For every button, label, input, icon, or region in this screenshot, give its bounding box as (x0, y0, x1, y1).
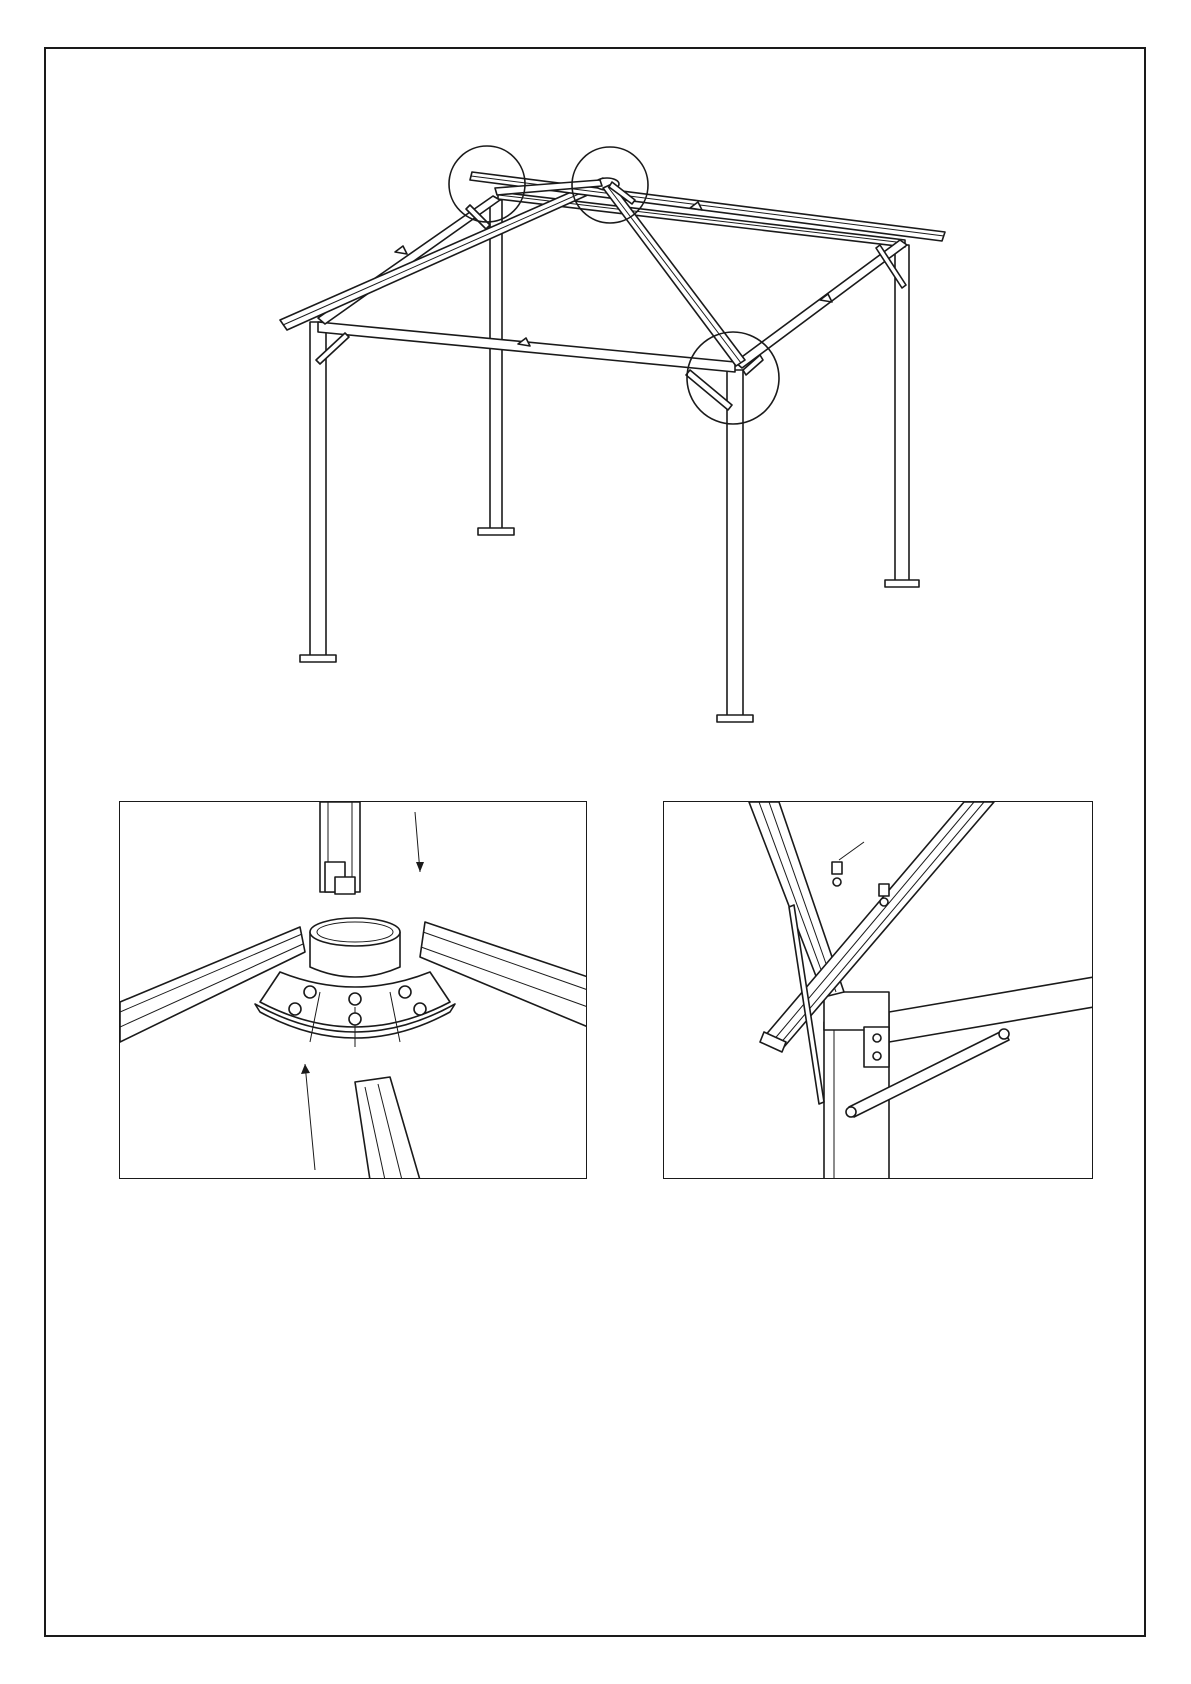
bracket-bolts (832, 862, 889, 906)
rafter-top-insert (320, 802, 360, 894)
arrow-up-head (301, 1064, 310, 1074)
post-front-left (300, 322, 336, 662)
hub-cylinder (310, 918, 400, 977)
rail-tab-left (395, 246, 407, 254)
post-back-right (885, 245, 919, 587)
roof-hub-drawing (120, 802, 587, 1179)
rail-right (735, 240, 907, 368)
side-rail (889, 977, 1093, 1042)
roof-eave-left (280, 178, 610, 330)
detail-panel-roof-hub (119, 801, 587, 1179)
arrow-up (305, 1064, 315, 1170)
rail-tab-front (518, 338, 530, 346)
bolt-leader-line (839, 842, 864, 860)
corner-bracket-drawing (664, 802, 1093, 1179)
rail-front (318, 322, 735, 372)
detail-panel-corner-bracket (663, 801, 1093, 1179)
gazebo-frame-drawing (0, 0, 1191, 760)
post-back-left (478, 200, 514, 535)
arrow-down-head (416, 862, 424, 872)
rafter-bottom-insert (355, 1077, 420, 1179)
